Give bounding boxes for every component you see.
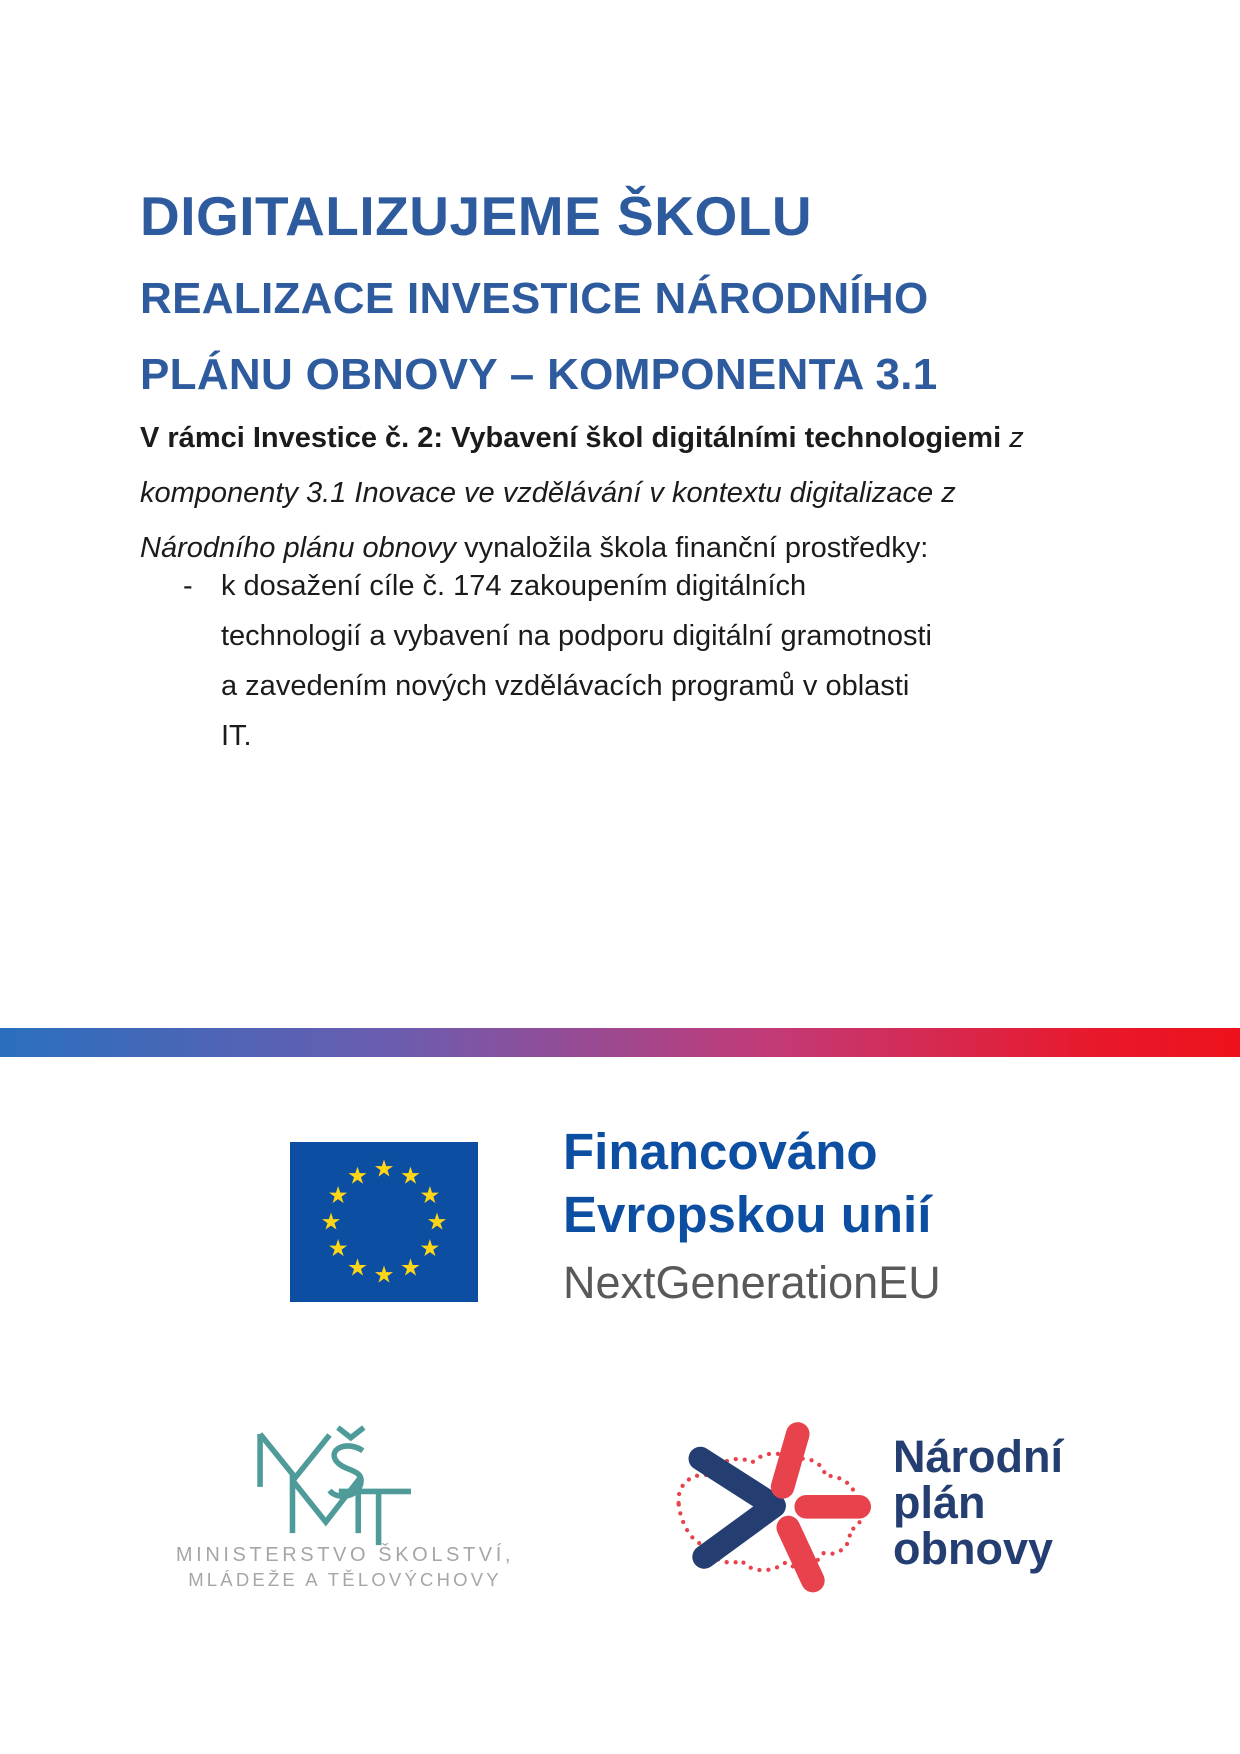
eu-funding-line3: NextGenerationEU bbox=[563, 1257, 941, 1308]
paragraph-segment: vynaložila škola finanční prostředky: bbox=[456, 532, 929, 564]
paragraph-segment: V rámci Investice č. 2: Vybavení škol digitálními technologiemi bbox=[140, 422, 1002, 454]
msmt-monogram-icon bbox=[248, 1422, 424, 1547]
npo-line1: Národní bbox=[893, 1431, 1064, 1482]
page-subtitle bbox=[140, 261, 938, 413]
gradient-divider bbox=[0, 1028, 1240, 1057]
eu-funding-line1: Financováno bbox=[563, 1123, 878, 1180]
msmt-caption-line2: MLÁDEŽE A TĚLOVÝCHOVY bbox=[188, 1569, 502, 1590]
eu-funding-line2: Evropskou unií bbox=[563, 1186, 932, 1243]
npo-text bbox=[893, 1431, 1064, 1574]
msmt-caption bbox=[155, 1543, 535, 1592]
msmt-caption-line1: MINISTERSTVO ŠKOLSTVÍ, bbox=[175, 1544, 515, 1566]
paragraph-segment: z komponenty 3.1 Inovace ve vzdělávání v kontextu digitalizace z Národního plánu obnovy bbox=[140, 422, 1024, 564]
paragraph-segment bbox=[1001, 422, 1009, 454]
npo-line2: plán bbox=[893, 1477, 986, 1528]
subtitle-line-2: PLÁNU OBNOVY – KOMPONENTA 3.1 bbox=[140, 349, 938, 399]
bullet-text: k dosažení cíle č. 174 zakoupením digitálních technologií a vybavení na podporu digitální gramotnosti a zavedením nových vzdělávacích programů v oblasti IT. bbox=[221, 570, 932, 752]
intro-paragraph bbox=[140, 411, 1045, 576]
eu-flag-icon bbox=[290, 1142, 478, 1302]
npo-line3: obnovy bbox=[893, 1523, 1054, 1574]
eu-funding-text bbox=[563, 1120, 941, 1311]
bullet-item bbox=[183, 561, 947, 761]
page-title: DIGITALIZUJEME ŠKOLU bbox=[140, 184, 813, 247]
npo-symbol-icon bbox=[672, 1412, 880, 1594]
subtitle-line-1: REALIZACE INVESTICE NÁRODNÍHO bbox=[140, 273, 929, 323]
bullet-marker: - bbox=[183, 570, 193, 602]
